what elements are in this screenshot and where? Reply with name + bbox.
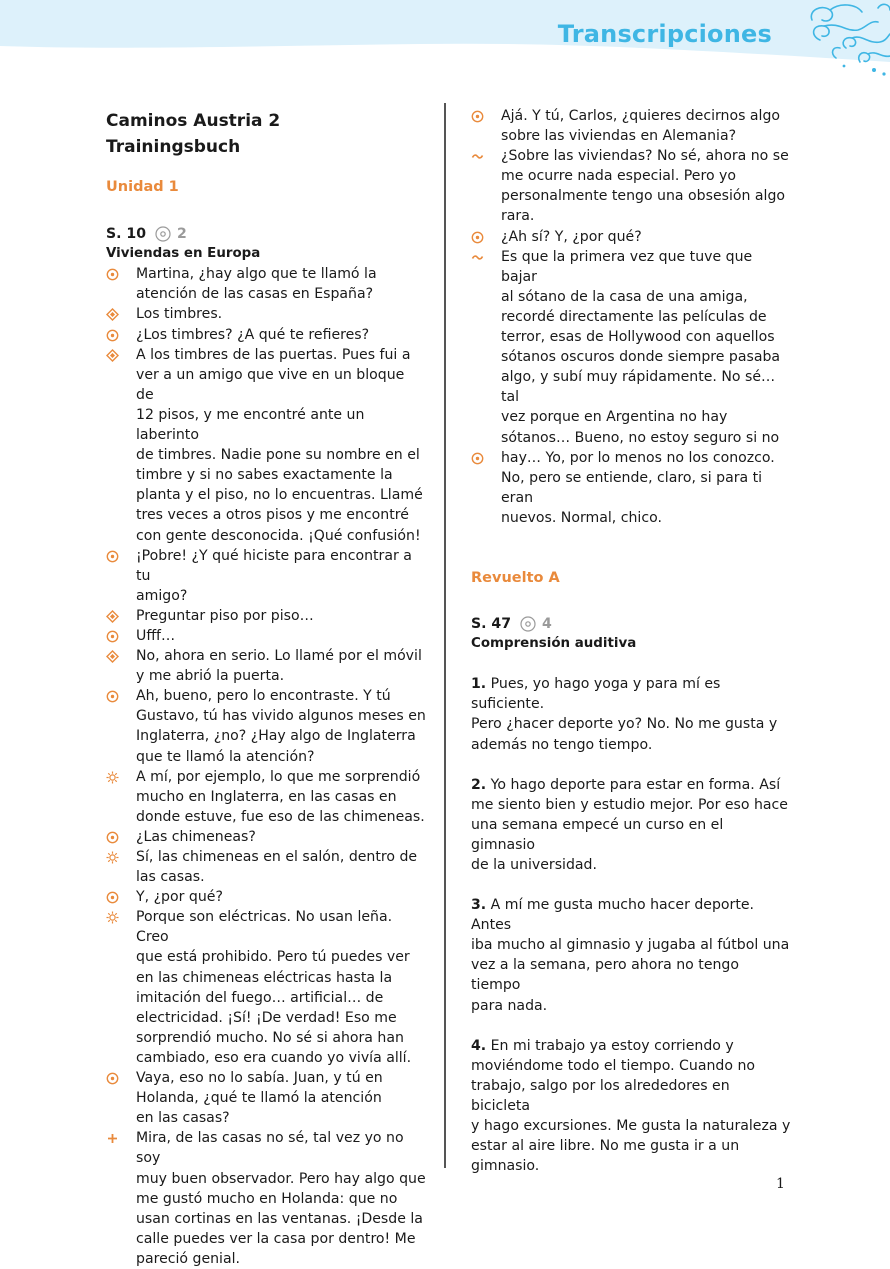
dialogue-line: [106, 847, 426, 867]
dialogue-text: vez porque en Argentina no hay: [501, 409, 728, 426]
dialogue-line: [106, 626, 426, 646]
dialogue-text: imitación del fuego… artificial… de: [136, 989, 384, 1006]
dialogue-text: ¿Las chimeneas?: [136, 828, 256, 845]
section-subtitle: Viviendas en Europa: [106, 246, 261, 262]
dialogue-line: [106, 465, 426, 485]
dialogue-text: Preguntar piso por piso…: [136, 607, 314, 624]
revuelto-track-number: 4: [542, 616, 552, 633]
revuelto-line: [471, 895, 791, 935]
dialogue-text: ¿Ah sí? Y, ¿por qué?: [501, 228, 642, 245]
dialogue-line: [106, 726, 426, 746]
dialogue-left: [106, 264, 426, 1269]
revuelto-line: [471, 735, 791, 755]
speaker-circle-icon: [471, 452, 484, 465]
dialogue-text: Es que la primera vez que tuve que bajar: [501, 248, 753, 285]
revuelto-audio-track: [520, 614, 552, 634]
dialogue-line: [106, 1108, 426, 1128]
dialogue-line: [471, 247, 791, 287]
revuelto-line: [471, 1116, 791, 1136]
dialogue-line: [106, 505, 426, 525]
dialogue-line: [106, 606, 426, 626]
audio-track: [155, 224, 187, 244]
dialogue-line: [471, 508, 791, 528]
dialogue-text: A los timbres de las puertas. Pues fui a: [136, 346, 411, 363]
dialogue-line: [106, 666, 426, 686]
dialogue-text: con gente desconocida. ¡Qué confusión!: [136, 527, 421, 544]
dialogue-line: [106, 1008, 426, 1028]
dialogue-line: [106, 686, 426, 706]
dialogue-line: [106, 968, 426, 988]
revuelto-line: [471, 996, 791, 1016]
dialogue-text: ¡Pobre! ¿Y qué hiciste para encontrar a tu: [136, 547, 412, 584]
dialogue-text: ver a un amigo que vive en un bloque de: [136, 366, 405, 403]
dialogue-text: sótanos… Bueno, no estoy seguro si no: [501, 429, 780, 446]
right-column: [471, 106, 791, 1176]
dialogue-line: [106, 1088, 426, 1108]
revuelto-items: [471, 654, 791, 1176]
dialogue-text: al sótano de la casa de una amiga,: [501, 288, 748, 305]
dialogue-text: Los timbres.: [136, 306, 223, 323]
doc-title-line2: Trainingsbuch: [106, 137, 241, 157]
speaker-sun-icon: [106, 911, 119, 924]
dialogue-text: calle puedes ver la casa por dentro! Me: [136, 1230, 416, 1247]
dialogue-text: amigo?: [136, 587, 188, 604]
revuelto-text: A mí me gusta mucho hacer deporte. Antes: [471, 897, 755, 934]
speaker-circle-icon: [106, 630, 119, 643]
dialogue-line: [471, 106, 791, 126]
dialogue-text: ¿Los timbres? ¿A qué te refieres?: [136, 326, 370, 343]
revuelto-section-number: S. 47: [471, 616, 512, 633]
item-number: 4.: [471, 1037, 487, 1054]
revuelto-text: estar al aire libre. No me gusta ir a un: [471, 1138, 740, 1155]
dialogue-text: sótanos oscuros donde siempre pasaba: [501, 349, 781, 366]
section-number: S. 10: [106, 226, 147, 243]
dialogue-text: Sí, las chimeneas en el salón, dentro de: [136, 849, 418, 865]
revuelto-line: [471, 775, 791, 795]
dialogue-line: [106, 526, 426, 546]
dialogue-line: [106, 1189, 426, 1209]
dialogue-text: personalmente tengo una obsesión algo: [501, 188, 786, 205]
column-divider: [444, 103, 446, 1168]
revuelto-text: además no tengo tiempo.: [471, 736, 653, 753]
dialogue-line: [106, 1209, 426, 1229]
dialogue-line: [471, 126, 791, 146]
revuelto-item: [471, 674, 791, 754]
dialogue-line: [471, 428, 791, 448]
speaker-diamond-icon: [106, 349, 119, 362]
dialogue-text: usan cortinas en las ventanas. ¡Desde la: [136, 1210, 423, 1227]
dialogue-text: cambiado, eso era cuando yo vivía allí.: [136, 1049, 412, 1066]
dialogue-text: me ocurre nada especial. Pero yo: [501, 168, 737, 185]
speaker-sun-icon: [106, 771, 119, 784]
revuelto-line: [471, 1076, 791, 1116]
cd-icon: [155, 226, 171, 242]
revuelto-line: [471, 1056, 791, 1076]
dialogue-text: muy buen observador. Pero hay algo que: [136, 1170, 426, 1187]
dialogue-text: Holanda, ¿qué te llamó la atención: [136, 1090, 382, 1107]
speaker-circle-icon: [106, 550, 119, 563]
dialogue-line: [106, 345, 426, 365]
dialogue-text: A mí, por ejemplo, lo que me sorprendió: [136, 768, 421, 785]
dialogue-line: [471, 227, 791, 247]
dialogue-text: las casas.: [136, 869, 205, 886]
dialogue-text: electricidad. ¡Sí! ¡De verdad! Eso me: [136, 1009, 397, 1026]
dialogue-line: [471, 347, 791, 367]
dialogue-text: en las chimeneas eléctricas hasta la: [136, 969, 393, 986]
dialogue-line: [471, 287, 791, 307]
revuelto-text: Pues, yo hago yoga y para mí es suficiente.: [471, 676, 721, 713]
dialogue-text: que te llamó la atención?: [136, 748, 315, 765]
dialogue-line: [106, 907, 426, 947]
dialogue-right: [471, 106, 791, 528]
dialogue-line: [106, 646, 426, 666]
page-number: 1: [776, 1176, 785, 1192]
dialogue-line: [106, 1048, 426, 1068]
left-column: [106, 108, 426, 1269]
dialogue-line: [106, 586, 426, 606]
dialogue-line: [106, 1229, 426, 1249]
dialogue-line: [106, 787, 426, 807]
dialogue-text: y me abrió la puerta.: [136, 668, 285, 685]
revuelto-line: [471, 714, 791, 734]
dialogue-text: tres veces a otros pisos y me encontré: [136, 507, 409, 524]
revuelto-item: [471, 775, 791, 875]
dialogue-line: [106, 947, 426, 967]
speaker-tilde-icon: [471, 150, 484, 163]
revuelto-line: [471, 795, 791, 815]
track-number: 2: [177, 226, 187, 243]
dialogue-text: Ah, bueno, pero lo encontraste. Y tú: [136, 688, 391, 705]
dialogue-line: [471, 327, 791, 347]
dialogue-text: Ajá. Y tú, Carlos, ¿quieres decirnos algo: [501, 108, 781, 124]
dialogue-text: pareció genial.: [136, 1250, 241, 1267]
revuelto-text: para nada.: [471, 997, 548, 1014]
speaker-plus-icon: [106, 1132, 119, 1145]
cd-icon: [520, 616, 536, 632]
dialogue-line: [106, 365, 426, 405]
dialogue-text: donde estuve, fue eso de las chimeneas.: [136, 808, 425, 825]
dialogue-text: que está prohibido. Pero tú puedes ver: [136, 949, 410, 966]
revuelto-text: una semana empecé un curso en el gimnasio: [471, 816, 724, 853]
section-label: [106, 224, 426, 244]
dialogue-text: sobre las viviendas en Alemania?: [501, 128, 737, 145]
revuelto-line: [471, 815, 791, 855]
revuelto-text: vez a la semana, pero ahora no tengo tiempo: [471, 957, 739, 994]
dialogue-line: [106, 546, 426, 586]
revuelto-text: trabajo, salgo por los alrededores en bicicleta: [471, 1077, 730, 1114]
dialogue-line: [106, 747, 426, 767]
dialogue-text: nuevos. Normal, chico.: [501, 509, 662, 526]
dialogue-text: Y, ¿por qué?: [136, 889, 223, 906]
revuelto-line: [471, 674, 791, 714]
revuelto-text: En mi trabajo ya estoy corriendo y: [486, 1037, 734, 1054]
speaker-circle-icon: [106, 268, 119, 281]
dialogue-line: [106, 867, 426, 887]
revuelto-subtitle: Comprensión auditiva: [471, 636, 637, 652]
dialogue-text: hay… Yo, por lo menos no los conozco.: [501, 449, 775, 466]
dialogue-line: [106, 827, 426, 847]
revuelto-text: gimnasio.: [471, 1158, 540, 1175]
speaker-diamond-icon: [106, 650, 119, 663]
dialogue-text: 12 pisos, y me encontré ante un laberinto: [136, 406, 365, 444]
dialogue-line: [471, 166, 791, 186]
dialogue-line: [471, 367, 791, 407]
speaker-circle-icon: [471, 231, 484, 244]
dialogue-text: Mira, de las casas no sé, tal vez yo no soy: [136, 1130, 404, 1167]
doc-title-line1: Caminos Austria 2: [106, 111, 281, 131]
ornament-swirl-icon: [800, 0, 890, 80]
dialogue-line: [106, 1169, 426, 1189]
revuelto-line: [471, 1156, 791, 1176]
speaker-circle-icon: [106, 891, 119, 904]
dialogue-line: [106, 485, 426, 505]
dialogue-line: [106, 1068, 426, 1088]
revuelto-text: me siento bien y estudio mejor. Por eso hace: [471, 796, 788, 813]
speaker-circle-icon: [106, 690, 119, 703]
dialogue-line: [471, 146, 791, 166]
dialogue-text: Ufff…: [136, 627, 176, 644]
revuelto-text: moviéndome todo el tiempo. Cuando no: [471, 1057, 755, 1074]
revuelto-text: iba mucho al gimnasio y jugaba al fútbol una: [471, 937, 790, 954]
revuelto-text: Yo hago deporte para estar en forma. Así: [486, 776, 781, 793]
dialogue-text: me gustó mucho en Holanda: que no: [136, 1190, 398, 1207]
speaker-tilde-icon: [471, 251, 484, 264]
revuelto-line: [471, 955, 791, 995]
revuelto-item: [471, 895, 791, 1016]
dialogue-line: [471, 307, 791, 327]
dialogue-text: mucho en Inglaterra, en las casas en: [136, 788, 397, 805]
dialogue-text: rara.: [501, 208, 535, 225]
dialogue-line: [471, 448, 791, 468]
item-number: 3.: [471, 897, 487, 914]
revuelto-heading: Revuelto A: [471, 569, 560, 586]
dialogue-text: en las casas?: [136, 1110, 230, 1127]
speaker-circle-icon: [106, 329, 119, 342]
speaker-circle-icon: [106, 831, 119, 844]
dialogue-line: [106, 264, 426, 284]
speaker-circle-icon: [471, 110, 484, 123]
dialogue-line: [106, 405, 426, 445]
dialogue-line: [106, 807, 426, 827]
dialogue-text: No, ahora en serio. Lo llamé por el móvil: [136, 648, 422, 665]
speaker-diamond-icon: [106, 308, 119, 321]
speaker-circle-icon: [106, 1072, 119, 1085]
revuelto-text: de la universidad.: [471, 857, 597, 873]
dialogue-line: [106, 284, 426, 304]
dialogue-line: [106, 767, 426, 787]
dialogue-line: [106, 887, 426, 907]
revuelto-section-label: [471, 614, 791, 634]
dialogue-text: de timbres. Nadie pone su nombre en el: [136, 447, 420, 464]
unit-heading: Unidad 1: [106, 179, 179, 195]
dialogue-line: [106, 1028, 426, 1048]
revuelto-text: y hago excursiones. Me gusta la naturaleza y: [471, 1118, 791, 1135]
dialogue-text: Vaya, eso no lo sabía. Juan, y tú en: [136, 1070, 383, 1087]
dialogue-text: ¿Sobre las viviendas? No sé, ahora no se: [501, 148, 789, 165]
dialogue-line: [471, 407, 791, 427]
dialogue-text: atención de las casas en España?: [136, 286, 374, 303]
dialogue-text: terror, esas de Hollywood con aquellos: [501, 329, 775, 346]
speaker-diamond-icon: [106, 610, 119, 623]
dialogue-text: recordé directamente las películas de: [501, 308, 767, 325]
dialogue-line: [106, 325, 426, 345]
revuelto-item: [471, 1036, 791, 1177]
dialogue-text: Martina, ¿hay algo que te llamó la: [136, 266, 377, 283]
dialogue-line: [471, 186, 791, 206]
dialogue-text: Gustavo, tú has vivido algunos meses en: [136, 708, 426, 725]
dialogue-text: sorprendió mucho. No sé si ahora han: [136, 1029, 404, 1046]
item-number: 2.: [471, 776, 487, 793]
dialogue-text: algo, y subí muy rápidamente. No sé… tal: [501, 369, 776, 406]
dialogue-line: [471, 206, 791, 226]
item-number: 1.: [471, 676, 487, 693]
dialogue-text: planta y el piso, no lo encuentras. Llamé: [136, 487, 423, 504]
header-title: Transcripciones: [557, 20, 772, 48]
dialogue-text: timbre y si no sabes exactamente la: [136, 467, 393, 484]
revuelto-line: [471, 935, 791, 955]
dialogue-line: [471, 468, 791, 508]
dialogue-line: [106, 445, 426, 465]
revuelto-line: [471, 1136, 791, 1156]
dialogue-text: No, pero se entiende, claro, si para ti eran: [501, 469, 763, 506]
revuelto-text: Pero ¿hacer deporte yo? No. No me gusta y: [471, 716, 778, 733]
revuelto-line: [471, 1036, 791, 1056]
dialogue-line: [106, 706, 426, 726]
dialogue-line: [106, 1128, 426, 1168]
speaker-sun-icon: [106, 851, 119, 864]
dialogue-text: Porque son eléctricas. No usan leña. Creo: [136, 909, 393, 946]
dialogue-text: Inglaterra, ¿no? ¿Hay algo de Inglaterra: [136, 728, 416, 745]
dialogue-line: [106, 988, 426, 1008]
dialogue-line: [106, 304, 426, 324]
revuelto-line: [471, 855, 791, 875]
